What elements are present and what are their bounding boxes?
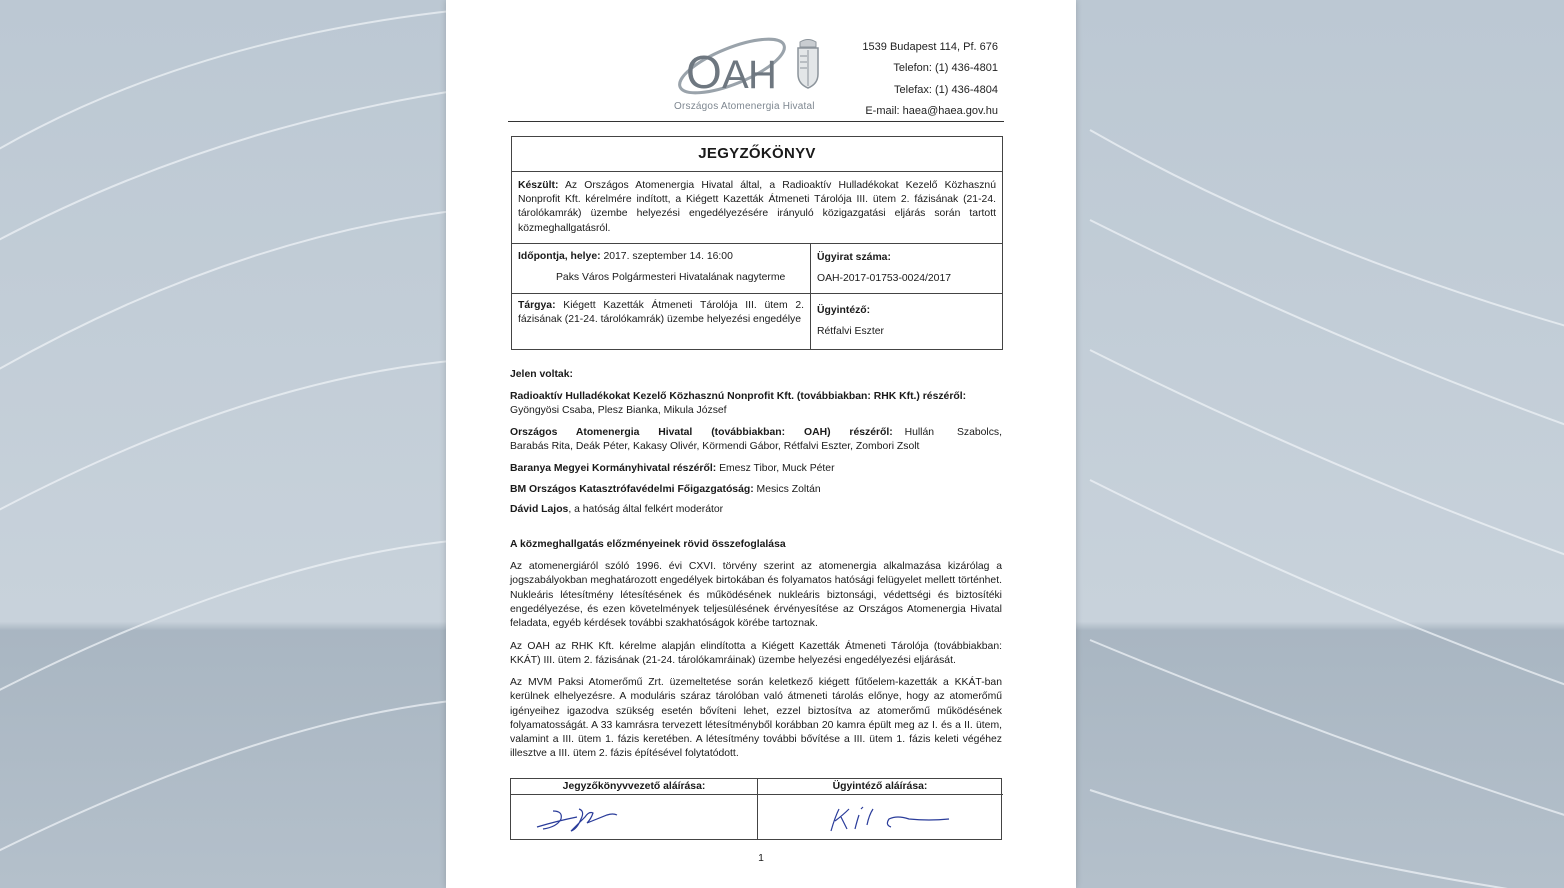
oah-names-2: Barabás Rita, Deák Péter, Kakasy Olivér, Körmendi Gábor, Rétfalvi Eszter, Zombori Zsolt: [510, 441, 920, 453]
divider: [757, 779, 758, 839]
header-divider: [508, 121, 1004, 122]
logo-text: Országos Atomenergia Hivatal: [674, 101, 815, 112]
right-signature-label: Ügyintéző aláírása:: [757, 779, 1003, 795]
present-moderator: [510, 503, 723, 517]
document-page: [446, 0, 1076, 888]
address: 1539 Budapest 114, Pf. 676: [862, 41, 998, 53]
right-signature-icon: [821, 799, 971, 835]
left-signature-label: Jegyzőkönyvvezető aláírása:: [511, 779, 757, 795]
email: E-mail: haea@haea.gov.hu: [865, 105, 998, 118]
hely-value: Paks Város Polgármesteri Hivatalának nagyterme: [556, 272, 786, 283]
idopont-row: [518, 250, 733, 264]
summary-paragraph-2: Az OAH az RHK Kft. kérelme alapján elindította a Kiégett Kazetták Átmeneti Tárolója (továbbiakban: KKÁT) III. ütem 2. fázisának (21-24. tárolókamráinak) üzembe helyezési engedélyezési eljárását.: [510, 641, 1002, 667]
keszult-paragraph: [518, 179, 996, 236]
svg-text:O: O: [686, 46, 722, 98]
summary-paragraph-1: Az atomenergiáról szóló 1996. évi CXVI. törvény szerint az atomenergia alkalmazása kizárólag a jogszabályokban meghatározott engedélyek birtokában és folyamatos hatósági felügyelet mellett történhet. Nukleáris létesítmény létesítésének és működésének nukleáris biztonsági, védettségi és biztosítéki engedélyezése, és ezen követelmények teljesülésének érvényesítése az Országos Atomenergia Hivatal feladata, egyéb kérdések további szakhatóságok körébe tartoznak.: [510, 561, 1002, 630]
targya-label: Tárgya:: [518, 300, 556, 311]
signature-table: [510, 778, 1002, 840]
present-bm: [510, 483, 821, 497]
keszult-label: Készült:: [518, 180, 559, 191]
phone: Telefon: (1) 436-4801: [893, 62, 998, 75]
oah-label: Országos Atomenergia Hivatal (továbbiakban: OAH) részéről:: [510, 427, 893, 438]
present-heading: Jelen voltak:: [510, 369, 573, 380]
ugyirat-value: OAH-2017-01753-0024/2017: [817, 273, 952, 284]
svg-text:H: H: [748, 53, 777, 97]
ugyirat-label: Ügyirat száma:: [817, 252, 891, 263]
david-text: , a hatóság által felkért moderátor: [568, 504, 724, 515]
bm-names: Mesics Zoltán: [756, 484, 821, 495]
left-signature-icon: [531, 801, 651, 835]
document-title: JEGYZŐKÖNYV: [512, 137, 1002, 172]
ugyintezo-label: Ügyintéző:: [817, 305, 871, 316]
summary-paragraph-3: Az MVM Paksi Atomerőmű Zrt. üzemeltetése során keletkező kiégett fűtőelem-kazetták a KKÁT-ban kerülnek elhelyezésre. A moduláris száraz tárolóban való átmeneti tárolás előnye, hogy az atomerőmű igényeihez igazodva szükség esetén bővíteni lehet, ezzel biztosítva az atomerőmű működésének folyamatosságát. A 33 kamrásra tervezett létesítményből korábban 20 kamra épült meg az I. és a II. ütem, valamint a III. ütem 1. fázis keretében. A létesítmény további bővítése a III. ütem 1. fázis keleti végéhez illesztve a III. ütem 2. fázis építésével folytatódott.: [510, 677, 1002, 760]
present-oah: [510, 426, 1002, 455]
page-number: 1: [758, 853, 764, 864]
targya-cell: [518, 299, 804, 327]
svg-text:A: A: [722, 53, 749, 97]
present-rhk: [510, 390, 1002, 419]
ugyintezo-value: Rétfalvi Eszter: [817, 326, 884, 337]
baranya-label: Baranya Megyei Kormányhivatal részéről:: [510, 463, 717, 474]
keszult-text: Az Országos Atomenergia Hivatal által, a Radioaktív Hulladékokat Kezelő Közhasznú Nonprofit Kft. kérelmére indított, a Kiégett Kazetták Átmeneti Tárolója III. ütem 2. fázisának (21-24. tárolókamrák) üzembe helyezési engedélyezésére irányuló közigazgatási eljárás során tartott közmeghallgatásról.: [518, 180, 996, 234]
fax: Telefax: (1) 436-4804: [894, 83, 998, 96]
info-box: [511, 136, 1003, 350]
targya-text: Kiégett Kazetták Átmeneti Tárolója III. ütem 2. fázisának (21-24. tárolókamrák) üzembe helyezési engedélye: [518, 300, 804, 325]
divider: [512, 243, 1002, 244]
idopont-label: Időpontja, helye:: [518, 251, 601, 262]
rhk-label: Radioaktív Hulladékokat Kezelő Közhasznú Nonprofit Kft. (továbbiakban: RHK Kft.) részéről:: [510, 391, 967, 402]
bm-label: BM Országos Katasztrófavédelmi Főigazgatóság:: [510, 484, 754, 495]
contact-block: [862, 37, 998, 123]
present-baranya: [510, 462, 835, 476]
oah-names-1: Hullán Szabolcs,: [904, 427, 1002, 438]
summary-heading: A közmeghallgatás előzményeinek rövid összefoglalása: [510, 539, 786, 550]
idopont-value: 2017. szeptember 14. 16:00: [603, 251, 733, 262]
divider: [512, 293, 1002, 294]
rhk-names: Gyöngyösi Csaba, Plesz Bianka, Mikula József: [510, 405, 727, 417]
divider: [810, 243, 811, 349]
baranya-names: Emesz Tibor, Muck Péter: [719, 463, 835, 474]
david-label: Dávid Lajos: [510, 504, 569, 515]
